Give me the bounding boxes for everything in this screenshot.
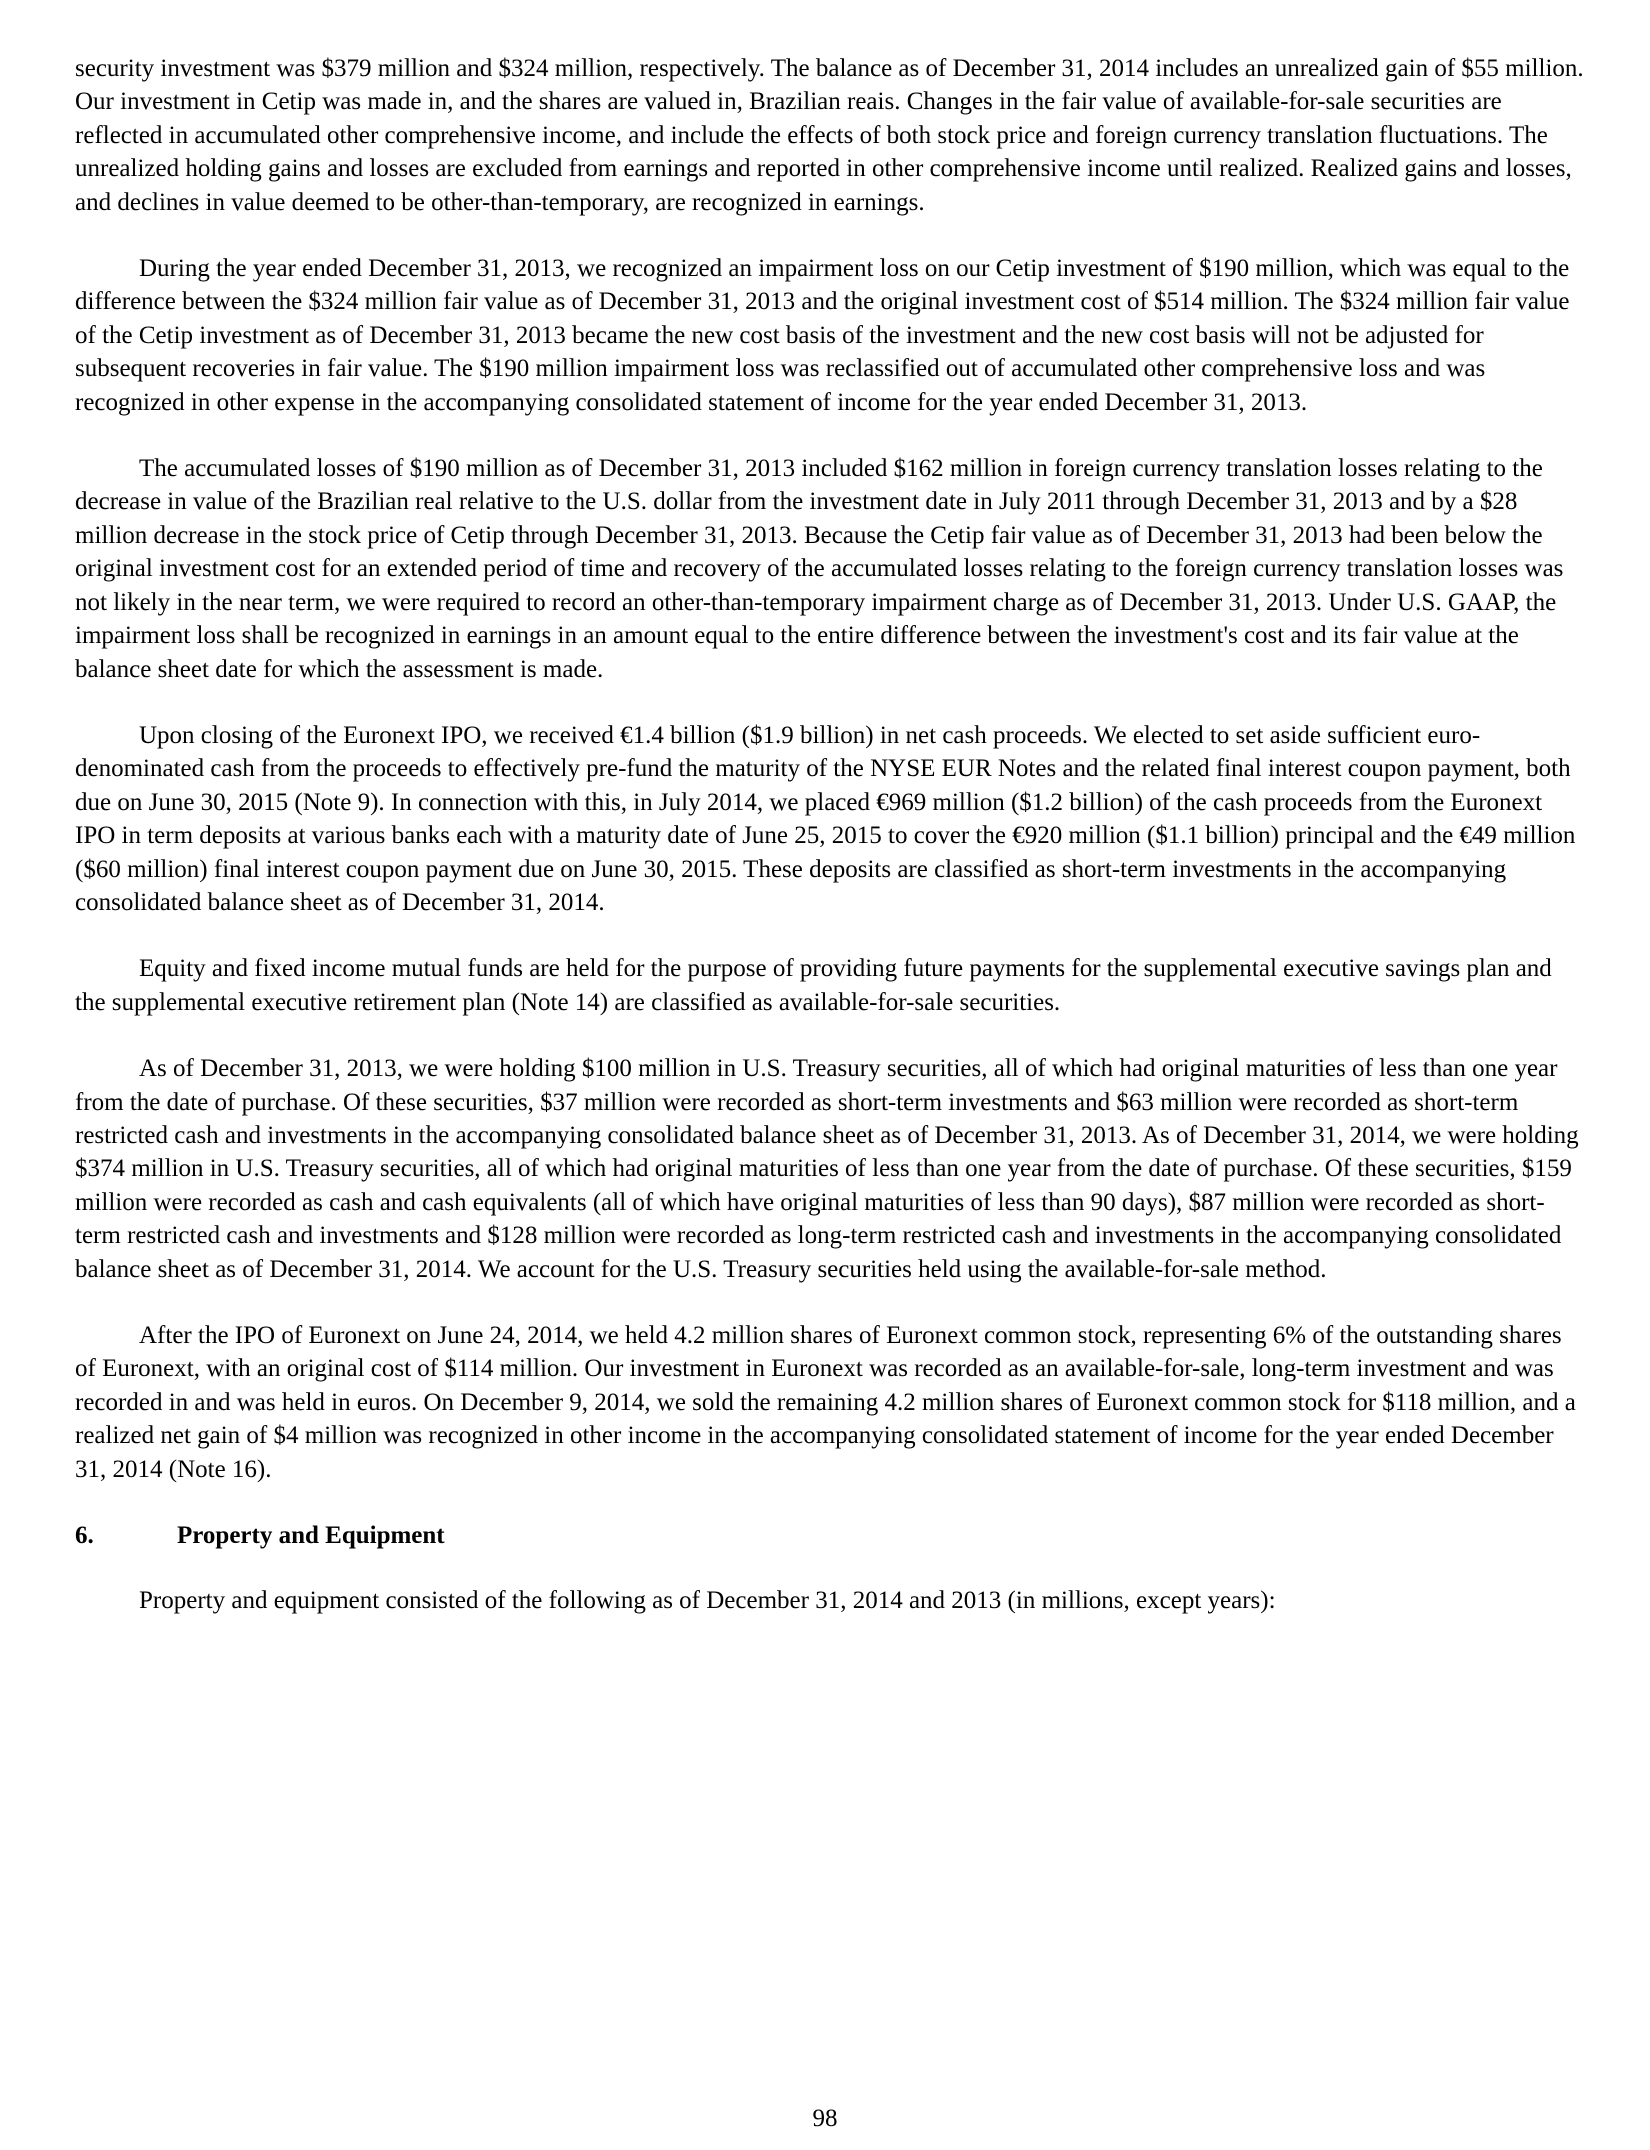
section-heading: [75, 1519, 1585, 1552]
paragraph-cetip-impairment: During the year ended December 31, 2013, we recognized an impairment loss on our Cetip investment of $190 million, which was equal to the difference between the $324 million fair value as of December 31, 2013 and the original investment cost of $514 million. The $324 million fair value of the Cetip investment as of December 31, 2013 became the new cost basis of the investment and the new cost basis will not be adjusted for subsequent recoveries in fair value. The $190 million impairment loss was reclassified out of accumulated other comprehensive loss and was recognized in other expense in the accompanying consolidated statement of income for the year ended December 31, 2013.: [75, 255, 1570, 416]
page-number: 98: [812, 2105, 838, 2132]
paragraph-euronext-shares: After the IPO of Euronext on June 24, 2014, we held 4.2 million shares of Euronext common stock, representing 6% of the outstanding shares of Euronext, with an original cost of $114 million. Our investment in Euronext was recorded as an available-for-sale, long-term investment and was recorded in and was held in euros. On December 9, 2014, we sold the remaining 4.2 million shares of Euronext common stock for $118 million, and a realized net gain of $4 million was recognized in other income in the accompanying consolidated statement of income for the year ended December 31, 2014 (Note 16).: [75, 1322, 1576, 1483]
document-page: [75, 52, 1585, 1651]
paragraph-cetip-fair-value: security investment was $379 million and $324 million, respectively. The balance as of December 31, 2014 includes an unrealized gain of $55 million. Our investment in Cetip was made in, and the shares are valued in, Brazilian reais. Changes in the fair value of available-for-sale securities are reflected in accumulated other comprehensive income, and include the effects of both stock price and foreign currency translation fluctuations. The unrealized holding gains and losses are excluded from earnings and reported in other comprehensive income until realized. Realized gains and losses, and declines in value deemed to be other-than-temporary, are recognized in earnings.: [75, 55, 1584, 216]
section-title: Property and Equipment: [177, 1522, 445, 1550]
section-intro: Property and equipment consisted of the following as of December 31, 2014 and 2013 (in millions, except years):: [139, 1587, 1276, 1615]
paragraph-mutual-funds: Equity and fixed income mutual funds are held for the purpose of providing future payments for the supplemental executive savings plan and the supplemental executive retirement plan (Note 14) are classified as available-for-sale securities.: [75, 955, 1552, 1016]
paragraph-accumulated-losses: The accumulated losses of $190 million as of December 31, 2013 included $162 million in foreign currency translation losses relating to the decrease in value of the Brazilian real relative to the U.S. dollar from the investment date in July 2011 through December 31, 2013 and by a $28 million decrease in the stock price of Cetip through December 31, 2013. Because the Cetip fair value as of December 31, 2013 had been below the original investment cost for an extended period of time and recovery of the accumulated losses relating to the foreign currency translation losses was not likely in the near term, we were required to record an other-than-temporary impairment charge as of December 31, 2013. Under U.S. GAAP, the impairment loss shall be recognized in earnings in an amount equal to the entire difference between the investment's cost and its fair value at the balance sheet date for which the assessment is made.: [75, 455, 1564, 683]
section-number: 6.: [75, 1522, 94, 1550]
paragraph-euronext-ipo-proceeds: Upon closing of the Euronext IPO, we received €1.4 billion ($1.9 billion) in net cash proceeds. We elected to set aside sufficient euro-denominated cash from the proceeds to effectively pre-fund the maturity of the NYSE EUR Notes and the related final interest coupon payment, both due on June 30, 2015 (Note 9). In connection with this, in July 2014, we placed €969 million ($1.2 billion) of the cash proceeds from the Euronext IPO in term deposits at various banks each with a maturity date of June 25, 2015 to cover the €920 million ($1.1 billion) principal and the €49 million ($60 million) final interest coupon payment due on June 30, 2015. These deposits are classified as short-term investments in the accompanying consolidated balance sheet as of December 31, 2014.: [75, 721, 1576, 916]
paragraph-treasury-securities: As of December 31, 2013, we were holding $100 million in U.S. Treasury securities, all of which had original maturities of less than one year from the date of purchase. Of these securities, $37 million were recorded as short-term investments and $63 million were recorded as short-term restricted cash and investments in the accompanying consolidated balance sheet as of December 31, 2013. As of December 31, 2014, we were holding $374 million in U.S. Treasury securities, all of which had original maturities of less than one year from the date of purchase. Of these securities, $159 million were recorded as cash and cash equivalents (all of which have original maturities of less than 90 days), $87 million were recorded as short-term restricted cash and investments and $128 million were recorded as long-term restricted cash and investments in the accompanying consolidated balance sheet as of December 31, 2014. We account for the U.S. Treasury securities held using the available-for-sale method.: [75, 1055, 1579, 1283]
